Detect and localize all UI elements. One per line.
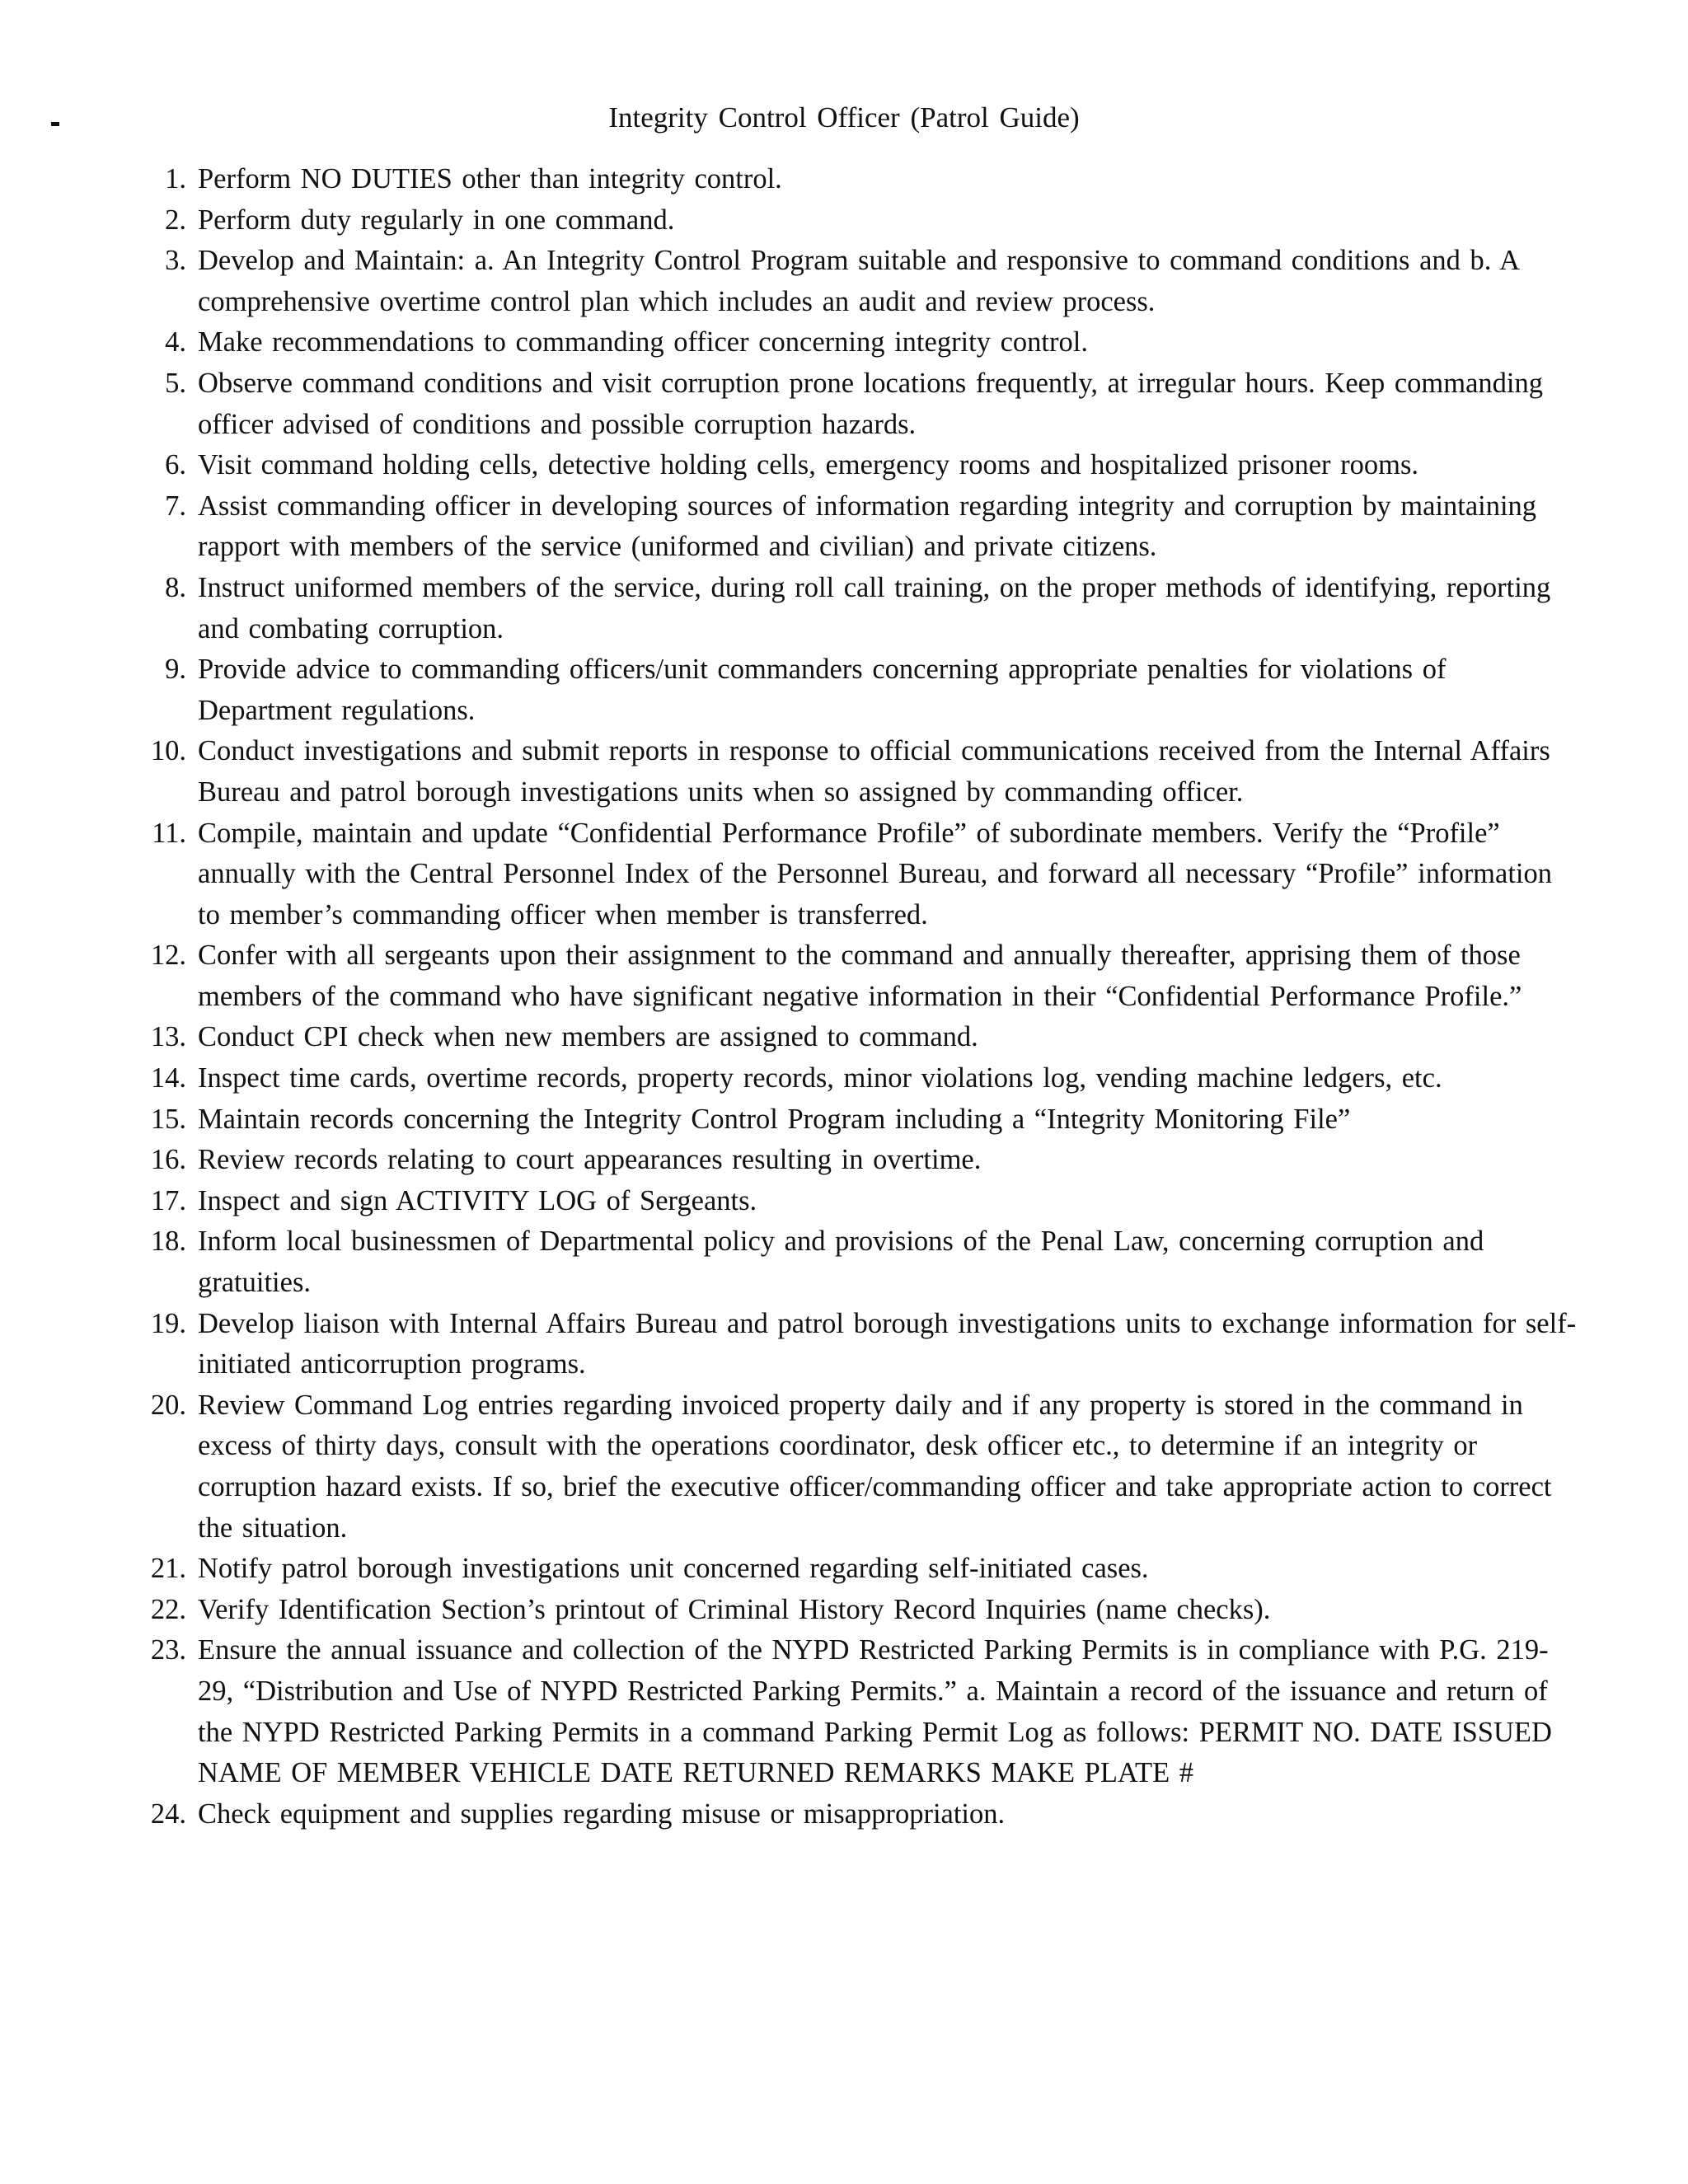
item-number: 8. <box>165 571 186 603</box>
list-item <box>0 1221 1582 1303</box>
item-number: 23. <box>150 1634 186 1666</box>
list-item <box>0 649 1582 731</box>
item-number: 19. <box>150 1307 186 1339</box>
item-number: 2. <box>165 204 186 236</box>
list-item <box>0 241 1582 322</box>
item-number: 3. <box>165 245 186 277</box>
list-item <box>0 1181 1582 1222</box>
item-text: Visit command holding cells, detective holding cells, emergency rooms and hospitalized prisoner rooms. <box>198 449 1419 481</box>
item-number: 9. <box>165 654 186 686</box>
item-text: Perform duty regularly in one command. <box>198 204 675 236</box>
item-number: 24. <box>150 1797 186 1830</box>
list-item <box>0 1385 1582 1549</box>
list-item <box>0 159 1582 200</box>
item-number: 18. <box>150 1226 186 1258</box>
item-number: 4. <box>165 326 186 359</box>
item-number: 6. <box>165 449 186 481</box>
item-text: Verify Identification Section’s printout of Criminal History Record Inquiries (name checks). <box>198 1593 1271 1625</box>
item-text: Ensure the annual issuance and collection of the NYPD Restricted Parking Permits is in compliance with P.G. 219-29, “Distribution and Use of NYPD Restricted Parking Permits.” a. Maintain a record of the issuance and return of the NYPD Restricted Parking Permits in a command Parking Permit Log as follows: PERMIT NO. DATE ISSUED NAME OF MEMBER VEHICLE DATE RETURNED REMARKS MAKE PLATE # <box>198 1634 1552 1789</box>
list-item <box>0 935 1582 1017</box>
list-item <box>0 322 1582 363</box>
list-item <box>0 1099 1582 1141</box>
item-text: Review records relating to court appearances resulting in overtime. <box>198 1144 982 1176</box>
item-text: Provide advice to commanding officers/unit commanders concerning appropriate penalties for violations of Department regulations. <box>198 654 1447 726</box>
item-number: 11. <box>152 817 186 849</box>
item-text: Conduct investigations and submit reports in response to official communications received from the Internal Affairs Bureau and patrol borough investigations units when so assigned by commanding officer. <box>198 735 1550 808</box>
item-text: Check equipment and supplies regarding misuse or misappropriation. <box>198 1797 1006 1830</box>
list-item <box>0 1058 1582 1099</box>
item-number: 10. <box>150 735 186 767</box>
item-text: Conduct CPI check when new members are assigned to command. <box>198 1021 978 1053</box>
item-text: Make recommendations to commanding officer concerning integrity control. <box>198 326 1088 359</box>
list-item <box>0 445 1582 486</box>
item-text: Perform NO DUTIES other than integrity control. <box>198 163 782 194</box>
item-number: 17. <box>150 1184 186 1216</box>
item-number: 5. <box>165 367 186 399</box>
item-number: 12. <box>150 940 186 972</box>
item-number: 1. <box>165 163 186 194</box>
item-text: Develop liaison with Internal Affairs Bureau and patrol borough investigations units to exchange information for self-initiated anticorruption programs. <box>198 1307 1577 1380</box>
item-text: Review Command Log entries regarding invoiced property daily and if any property is stored in the command in excess of thirty days, consult with the operations coordinator, desk officer etc., to determine if an integrity or corruption hazard exists. If so, brief the executive officer/commanding officer and take appropriate action to correct the situation. <box>198 1389 1552 1544</box>
item-text: Instruct uniformed members of the service, during roll call training, on the proper methods of identifying, reporting and combating corruption. <box>198 571 1551 644</box>
item-number: 16. <box>150 1144 186 1176</box>
list-item <box>0 568 1582 649</box>
item-number: 22. <box>150 1593 186 1625</box>
item-number: 20. <box>150 1389 186 1421</box>
item-number: 15. <box>150 1103 186 1135</box>
list-item <box>0 1017 1582 1058</box>
list-item <box>0 1304 1582 1385</box>
item-text: Inspect time cards, overtime records, property records, minor violations log, vending machine ledgers, etc. <box>198 1062 1442 1094</box>
item-number: 21. <box>150 1553 186 1585</box>
item-number: 13. <box>150 1021 186 1053</box>
item-text: Inspect and sign ACTIVITY LOG of Sergeants. <box>198 1184 757 1216</box>
item-text: Notify patrol borough investigations unit concerned regarding self-initiated cases. <box>198 1553 1149 1585</box>
list-item <box>0 200 1582 241</box>
item-text: Assist commanding officer in developing sources of information regarding integrity and corruption by maintaining rapport with members of the service (uniformed and civilian) and private citizens. <box>198 490 1537 563</box>
item-text: Observe command conditions and visit corruption prone locations frequently, at irregular hours. Keep commanding officer advised of conditions and possible corruption hazards. <box>198 367 1543 440</box>
list-item <box>0 813 1582 936</box>
item-number: 14. <box>150 1062 186 1094</box>
item-text: Compile, maintain and update “Confidential Performance Profile” of subordinate members. Verify the “Profile” annually with the Central Personnel Index of the Personnel Bureau, and forward all necessary “Profile” information to member’s commanding officer when member is transferred. <box>198 817 1553 930</box>
item-text: Inform local businessmen of Departmental policy and provisions of the Penal Law, concerning corruption and gratuities. <box>198 1226 1484 1299</box>
list-item <box>0 486 1582 568</box>
list-item <box>0 1630 1582 1793</box>
item-text: Develop and Maintain: a. An Integrity Control Program suitable and responsive to command conditions and b. A comprehensive overtime control plan which includes an audit and review process. <box>198 245 1519 317</box>
list-item <box>0 1794 1582 1835</box>
list-item <box>0 1549 1582 1590</box>
item-text: Confer with all sergeants upon their assignment to the command and annually thereafter, apprising them of those members of the command who have significant negative information in their “Confidential Performance Profile.” <box>198 940 1522 1012</box>
list-item <box>0 1140 1582 1181</box>
list-item <box>0 363 1582 445</box>
item-text: Maintain records concerning the Integrity Control Program including a “Integrity Monitoring File” <box>198 1103 1351 1135</box>
list-item <box>0 1590 1582 1631</box>
page-title: Integrity Control Officer (Patrol Guide) <box>608 101 1080 134</box>
item-number: 7. <box>165 490 186 522</box>
list-item <box>0 731 1582 813</box>
duties-list <box>0 159 1688 1835</box>
